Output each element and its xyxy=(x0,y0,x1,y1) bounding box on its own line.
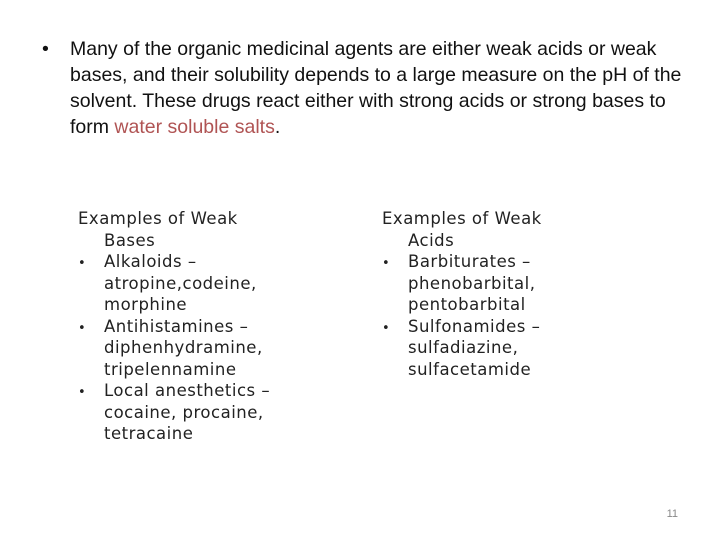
weak-bases-title-line1: Examples of Weak xyxy=(78,209,238,228)
weak-bases-title-line2: Bases xyxy=(104,230,156,250)
item-line: morphine xyxy=(104,295,188,314)
item-line: Barbiturates – xyxy=(408,252,531,271)
item-line: diphenhydramine, xyxy=(104,338,263,357)
weak-acids-title-line1: Examples of Weak xyxy=(382,209,542,228)
bullet-dot: • xyxy=(382,320,391,336)
main-text: Many of the organic medicinal agents are either weak acids or weak bases, and their solubility depends to a large measure on the pH of the solvent. These drugs react either with strong acids or strong bases to form xyxy=(70,38,682,138)
item-line: sulfadiazine, xyxy=(408,338,519,357)
main-bullet xyxy=(42,36,682,140)
list-item xyxy=(78,251,358,316)
item-line: Alkaloids – xyxy=(104,252,197,271)
bullet-dot: • xyxy=(78,256,87,271)
list-item xyxy=(78,316,358,381)
main-text-end: . xyxy=(274,116,281,138)
list-item xyxy=(382,316,642,381)
item-line: Sulfonamides – xyxy=(408,316,541,336)
item-line: sulfacetamide xyxy=(408,359,532,379)
item-line: tetracaine xyxy=(104,424,194,443)
item-line: Local anesthetics – xyxy=(104,381,271,400)
list-item xyxy=(382,251,642,316)
weak-bases-list xyxy=(78,251,358,445)
item-line: atropine,codeine, xyxy=(104,273,257,293)
highlight-text: water soluble salts xyxy=(114,116,275,138)
weak-acids-title-line2: Acids xyxy=(408,230,455,250)
weak-acids-examples xyxy=(382,208,642,380)
bullet-dot: • xyxy=(382,256,391,271)
bullet-dot: • xyxy=(78,385,87,400)
bullet-dot: • xyxy=(78,320,87,336)
weak-acids-title xyxy=(382,208,642,251)
main-bullet-text xyxy=(70,36,682,140)
item-line: tripelennamine xyxy=(104,359,237,379)
bullet-dot: • xyxy=(42,38,49,60)
item-line: phenobarbital, xyxy=(408,273,536,293)
weak-bases-examples xyxy=(78,208,358,445)
weak-bases-title xyxy=(78,208,358,251)
item-line: Antihistamines – xyxy=(104,316,249,336)
list-item xyxy=(78,380,358,445)
weak-acids-list xyxy=(382,251,642,380)
item-line: cocaine, procaine, xyxy=(104,402,264,422)
page-number: 11 xyxy=(666,508,678,520)
item-line: pentobarbital xyxy=(408,295,526,314)
